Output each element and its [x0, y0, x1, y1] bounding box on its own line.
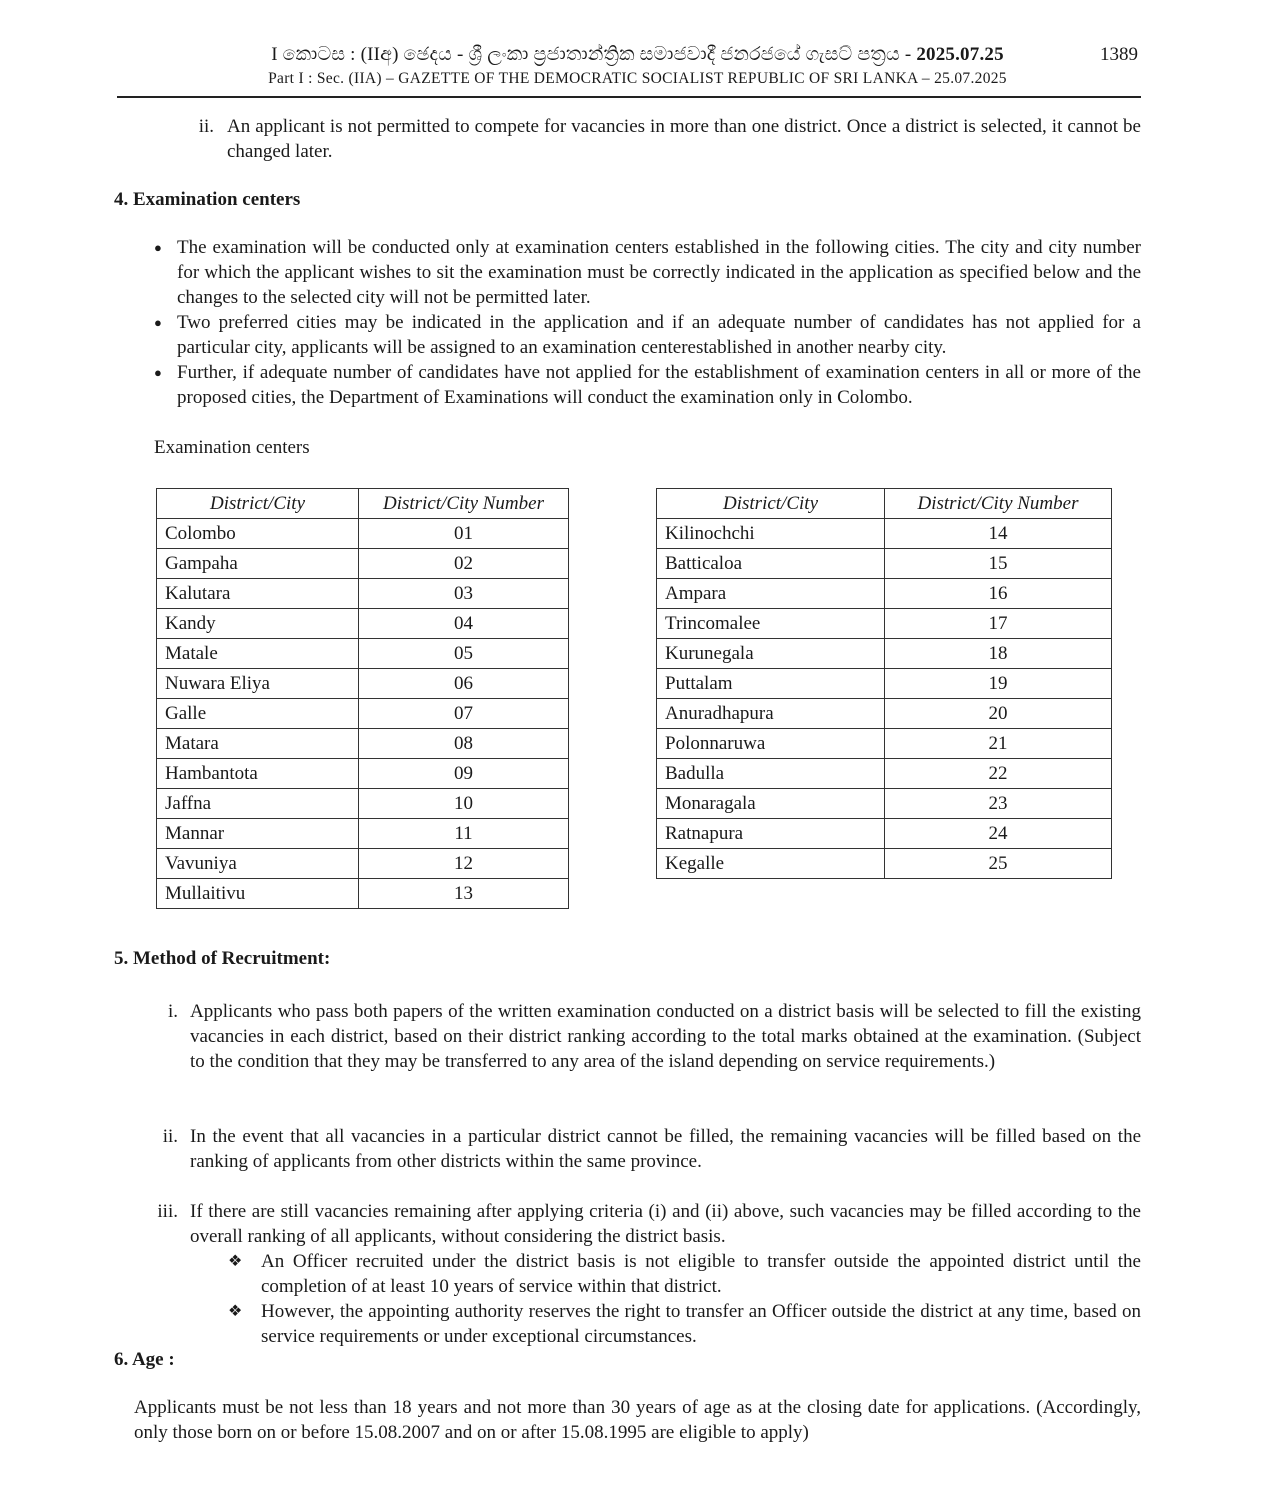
- district-number-cell: 08: [359, 729, 569, 759]
- recruitment-item-text: In the event that all vacancies in a particular district cannot be filled, the remaining vacancies will be filled based on the ranking of applicants from other districts within the same province.: [190, 1126, 1141, 1172]
- district-cell: Vavuniya: [157, 849, 359, 879]
- table-row: [657, 759, 1112, 789]
- table-row: [157, 579, 569, 609]
- table-row: [157, 759, 569, 789]
- table-row: [157, 819, 569, 849]
- exam-centers-table-right: [656, 488, 1112, 879]
- column-header-number: District/City Number: [885, 489, 1112, 519]
- table-row: [157, 699, 569, 729]
- district-number-cell: 01: [359, 519, 569, 549]
- district-number-cell: 24: [885, 819, 1112, 849]
- table-row: [157, 519, 569, 549]
- section-4-heading: 4. Examination centers: [114, 189, 301, 210]
- transfer-rule-bullet: However, the appointing authority reserves the right to transfer an Officer outside the district at any time, based on service requirements or under exceptional circumstances.: [261, 1301, 1141, 1347]
- recruitment-item-text: If there are still vacancies remaining after applying criteria (i) and (ii) above, such vacancies may be filled according to the overall ranking of all applicants, without considering the district basis.: [190, 1201, 1141, 1247]
- district-cell: Kilinochchi: [657, 519, 885, 549]
- exam-centers-table-left: [156, 488, 569, 909]
- district-number-cell: 16: [885, 579, 1112, 609]
- table-caption: Examination centers: [154, 437, 310, 458]
- district-cell: Jaffna: [157, 789, 359, 819]
- district-cell: Gampaha: [157, 549, 359, 579]
- table-row: [657, 789, 1112, 819]
- district-number-cell: 02: [359, 549, 569, 579]
- section-4-bullet: Two preferred cities may be indicated in the application and if an adequate number of candidates has not applied for a particular city, applicants will be assigned to an examination centerestablished in another nearby city.: [177, 312, 1141, 358]
- district-cell: Trincomalee: [657, 609, 885, 639]
- district-cell: Kalutara: [157, 579, 359, 609]
- recruitment-item-number: iii.: [157, 1201, 178, 1222]
- table-row: [157, 549, 569, 579]
- district-cell: Batticaloa: [657, 549, 885, 579]
- column-header-district: District/City: [657, 489, 885, 519]
- district-cell: Matale: [157, 639, 359, 669]
- bullet-icon: ●: [154, 240, 162, 255]
- bullet-icon: ●: [154, 365, 162, 380]
- section-4-bullet: The examination will be conducted only at examination centers established in the following cities. The city and city number for which the applicant wishes to sit the examination must be correctly indicated in the application as specified below and the changes to the selected city will not be permitted later.: [177, 237, 1141, 308]
- district-number-cell: 25: [885, 849, 1112, 879]
- district-number-cell: 17: [885, 609, 1112, 639]
- district-cell: Matara: [157, 729, 359, 759]
- table-row: [657, 699, 1112, 729]
- district-number-cell: 03: [359, 579, 569, 609]
- recruitment-item-number: i.: [167, 1001, 178, 1022]
- recruitment-item-text: Applicants who pass both papers of the written examination conducted on a district basis will be selected to fill the existing vacancies in each district, based on their district ranking according to the total marks obtained at the examination. (Subject to the condition that they may be transferred to any area of the island depending on service requirements.): [190, 1001, 1141, 1072]
- table-row: [157, 879, 569, 909]
- table-row: [657, 729, 1112, 759]
- page-number: 1389: [1100, 44, 1138, 65]
- prev-item-text: An applicant is not permitted to compete for vacancies in more than one district. Once a district is selected, it cannot be changed later.: [227, 116, 1141, 162]
- district-number-cell: 09: [359, 759, 569, 789]
- diamond-bullet-icon: ❖: [228, 1253, 243, 1270]
- district-number-cell: 10: [359, 789, 569, 819]
- header-divider: [117, 96, 1141, 98]
- table-row: [157, 729, 569, 759]
- recruitment-item-number: ii.: [162, 1126, 178, 1147]
- age-requirement-text: Applicants must be not less than 18 years and not more than 30 years of age as at the closing date for applications. (Accordingly, only those born on or before 15.08.2007 and on or after 15.08.1995 are eligible to apply): [134, 1397, 1141, 1443]
- section-6-heading: 6. Age :: [114, 1349, 175, 1370]
- district-cell: Monaragala: [657, 789, 885, 819]
- district-number-cell: 22: [885, 759, 1112, 789]
- diamond-bullet-icon: ❖: [228, 1303, 243, 1320]
- district-number-cell: 04: [359, 609, 569, 639]
- district-number-cell: 11: [359, 819, 569, 849]
- table-row: [157, 789, 569, 819]
- table-row: [657, 579, 1112, 609]
- column-header-number: District/City Number: [359, 489, 569, 519]
- district-number-cell: 14: [885, 519, 1112, 549]
- table-row: [657, 639, 1112, 669]
- gazette-header-sinhala: [0, 44, 1275, 66]
- column-header-district: District/City: [157, 489, 359, 519]
- district-cell: Ratnapura: [657, 819, 885, 849]
- transfer-rule-bullet: An Officer recruited under the district basis is not eligible to transfer outside the appointed district until the completion of at least 10 years of service within that district.: [261, 1251, 1141, 1297]
- table-row: [157, 669, 569, 699]
- district-number-cell: 18: [885, 639, 1112, 669]
- table-row: [657, 609, 1112, 639]
- district-number-cell: 20: [885, 699, 1112, 729]
- district-cell: Anuradhapura: [657, 699, 885, 729]
- district-number-cell: 05: [359, 639, 569, 669]
- district-number-cell: 21: [885, 729, 1112, 759]
- table-row: [657, 819, 1112, 849]
- district-cell: Ampara: [657, 579, 885, 609]
- table-row: [657, 849, 1112, 879]
- district-cell: Puttalam: [657, 669, 885, 699]
- district-number-cell: 19: [885, 669, 1112, 699]
- district-cell: Badulla: [657, 759, 885, 789]
- district-number-cell: 15: [885, 549, 1112, 579]
- section-4-bullet: Further, if adequate number of candidates have not applied for the establishment of examination centers in all or more of the proposed cities, the Department of Examinations will conduct the examination only in Colombo.: [177, 362, 1141, 408]
- district-cell: Mullaitivu: [157, 879, 359, 909]
- district-cell: Hambantota: [157, 759, 359, 789]
- district-cell: Polonnaruwa: [657, 729, 885, 759]
- table-row: [157, 639, 569, 669]
- district-cell: Nuwara Eliya: [157, 669, 359, 699]
- table-row: [657, 519, 1112, 549]
- district-cell: Kegalle: [657, 849, 885, 879]
- district-cell: Kandy: [157, 609, 359, 639]
- district-number-cell: 12: [359, 849, 569, 879]
- section-5-heading: 5. Method of Recruitment:: [114, 948, 331, 969]
- table-row: [157, 849, 569, 879]
- gazette-header-english: Part I : Sec. (IIA) – GAZETTE OF THE DEMOCRATIC SOCIALIST REPUBLIC OF SRI LANKA – 25.07.2025: [268, 70, 1007, 87]
- district-cell: Galle: [157, 699, 359, 729]
- district-cell: Colombo: [157, 519, 359, 549]
- district-cell: Mannar: [157, 819, 359, 849]
- table-row: [157, 609, 569, 639]
- district-cell: Kurunegala: [657, 639, 885, 669]
- header-date: 2025.07.25: [916, 44, 1004, 65]
- header-title-sinhala: I කොටස : (IIඅ) ඡෙදය - ශ්‍රී ලංකා ප්‍රජාතාන්ත්‍රික සමාජවාදී ජනරජයේ ගැසට් පත්‍රය -: [271, 44, 912, 65]
- district-number-cell: 06: [359, 669, 569, 699]
- table-row: [657, 669, 1112, 699]
- district-number-cell: 13: [359, 879, 569, 909]
- district-number-cell: 07: [359, 699, 569, 729]
- table-row: [657, 549, 1112, 579]
- prev-item-number: ii.: [198, 116, 214, 137]
- district-number-cell: 23: [885, 789, 1112, 819]
- bullet-icon: ●: [154, 315, 162, 330]
